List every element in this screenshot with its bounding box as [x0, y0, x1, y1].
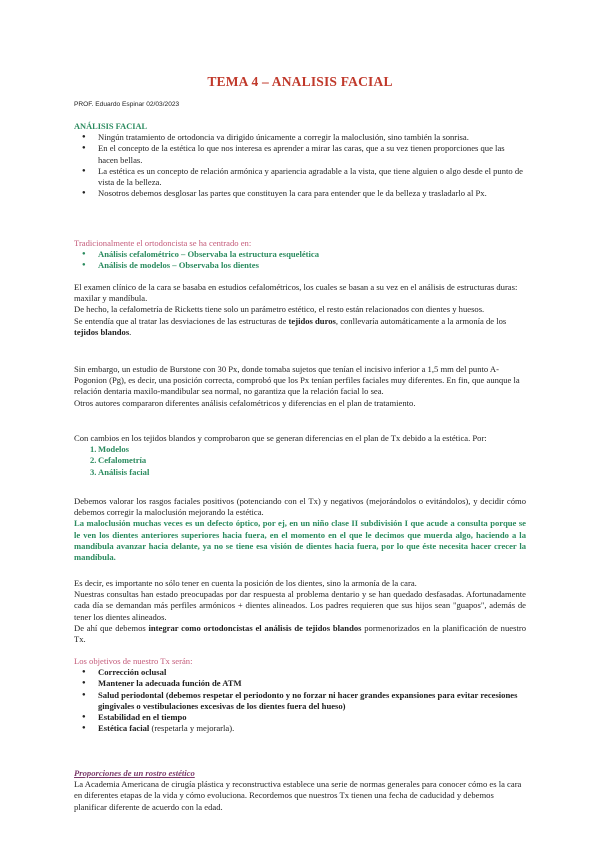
list-item	[74, 467, 526, 478]
paragraph-line: Nuestras consultas han estado preocupadas por dar respuesta al problema dentario y se han quedado desfasadas. Afortunadamente cada día se demandan más perfiles armónicos + dientes alineados. Los padres requieren que sus hijos sean "guapos", además de tener los dientes alineados.	[74, 589, 526, 622]
section-tradicional	[74, 238, 526, 272]
bold-run: tejidos duros	[288, 315, 336, 326]
document-title: TEMA 4 – ANALISIS FACIAL	[207, 74, 393, 89]
list-item	[74, 455, 526, 466]
bold-run: Corrección oclusal	[98, 667, 167, 678]
list-item: ● Análisis cefalométrico – Observaba la estructura esquelética	[74, 249, 526, 260]
bullet-list	[74, 132, 526, 199]
bullet-list	[74, 667, 526, 734]
list-item	[74, 712, 526, 723]
paragraph-rasgos	[74, 496, 526, 563]
bold-run: Estética facial	[98, 723, 150, 734]
bold-run: Salud periodontal (debemos respetar el periodonto y no forzar ni hacer grandes expansiones para evitar recesiones gingivales o vestibulaciones excesivas de los dientes fuera del hueso)	[98, 689, 518, 711]
list-text: Cefalometría	[98, 455, 147, 466]
section-proporciones	[74, 768, 526, 813]
list-number: 1.	[90, 444, 97, 455]
paragraph-line: Otros autores compararon diferentes análisis cefalométricos y diferencias en el plan de tratamiento.	[74, 397, 416, 408]
paragraph-burstone	[74, 364, 526, 409]
list-item: ● Ningún tratamiento de ortodoncia va dirigido únicamente a corregir la maloclusión, sino también la sonrisa.	[74, 132, 526, 143]
list-number: 3.	[90, 466, 97, 477]
text-run: .	[129, 326, 132, 337]
list-number: 2.	[90, 455, 97, 466]
text-run: De ahí que debemos	[74, 622, 149, 633]
section-analisis-facial	[74, 121, 526, 199]
bold-run: Estabilidad en el tiempo	[98, 712, 187, 723]
numbered-list	[74, 444, 526, 478]
text-run: (respetarla y mejorarla).	[149, 723, 235, 734]
professor-line: PROF. Eduardo Espinar 02/03/2023	[74, 101, 180, 108]
paragraph-line: La Academia Americana de cirugía plástica y reconstructiva establece una serie de normas generales para conocer cómo es la cara en diferentes etapas de la vida y cómo evoluciona. Recordemos que nuestros Tx tienen una fecha de caducidad y debemos planificar diferente de acuerdo con la edad.	[74, 779, 522, 812]
text-run: , conllevaría automáticamente a la armonía de los	[335, 315, 507, 326]
paragraph-line: Sin embargo, un estudio de Burstone con 30 Px, donde tomaba sujetos que tenían el incisivo inferior a 1,5 mm del punto A-Pogonion (Pg), es decir, una posición correcta, comprobó que los Px tenían perfiles faciales muy diferentes. En fin, que aunque la relación dentaria maxilo-mandibular sea normal, no garantiza que la relación facial lo sea.	[74, 364, 520, 397]
section-heading: Proporciones de un rostro estético	[74, 768, 195, 778]
paragraph-line: Con cambios en los tejidos blandos y comprobaron que se generan diferencias en el plan de Tx debido a la estética. Por:	[74, 433, 487, 443]
section-objetivos	[74, 656, 526, 734]
list-item	[74, 444, 526, 455]
list-item	[74, 667, 526, 678]
section-heading: ANÁLISIS FACIAL	[74, 122, 148, 131]
paragraph-line	[74, 623, 526, 645]
text-run: Se entendía que al tratar las desviaciones de las estructuras de	[74, 315, 289, 326]
paragraph-line: El examen clínico de la cara se basaba en estudios cefalométricos, los cuales se basan a su vez en el análisis de estructuras duras: maxilar y mandíbula.	[74, 282, 518, 304]
list-item	[74, 690, 526, 712]
paragraph-line: De hecho, la cefalometría de Ricketts tiene solo un parámetro estético, el resto están relacionados con dientes y huesos.	[74, 304, 485, 315]
list-item	[74, 678, 526, 689]
paragraph-cambios	[74, 433, 526, 478]
bold-run: Mantener la adecuada función de ATM	[98, 678, 242, 689]
bullet-list	[74, 249, 526, 271]
list-text: Análisis facial	[98, 466, 150, 477]
section-heading: Tradicionalmente el ortodoncista se ha centrado en:	[74, 238, 252, 248]
paragraph-armonia	[74, 578, 526, 645]
paragraph-line: Debemos valorar los rasgos faciales positivos (potenciando con el Tx) y negativos (mejorándolos o evitándolos), y decidir cómo debemos corregir la maloclusión mejorando la estética.	[74, 496, 526, 518]
list-item: ● Análisis de modelos – Observaba los dientes	[74, 260, 526, 271]
list-item: ● Nosotros debemos desglosar las partes que constituyen la cara para entender que le da belleza y trasladarlo al Px.	[74, 188, 526, 199]
list-item: ● En el concepto de la estética lo que nos interesa es aprender a mirar las caras, que a su vez tienen proporciones que las hacen bellas.	[74, 143, 526, 165]
paragraph-line	[74, 316, 526, 338]
paragraph-examen-clinico	[74, 282, 526, 338]
bold-run: tejidos blandos	[74, 326, 130, 337]
highlight-paragraph: La maloclusión muchas veces es un defecto óptico, por ej, en un niño clase II subdivisión I que acude a consulta porque se le ven los dientes anteriores superiores hacia fuera, en el momento en el que le decimos que muerda algo, haciendo a la mandíbula avanzar hacia delante, ya no se tiene esa visión de dientes hacia fuera, por lo que éste necesita hacer crecer la mandíbula.	[74, 518, 526, 563]
list-item: ● La estética es un concepto de relación armónica y apariencia agradable a la vista, que tiene alguien o algo desde el punto de vista de la belleza.	[74, 166, 526, 188]
text-run: pormenorizados en la planificación de nuestro Tx.	[74, 622, 526, 645]
list-item	[74, 723, 526, 734]
list-text: Modelos	[98, 444, 130, 455]
bold-run: integrar como ortodoncistas el análisis de tejidos blandos	[148, 622, 362, 633]
paragraph-line: Es decir, es importante no sólo tener en cuenta la posición de los dientes, sino la armonía de la cara.	[74, 578, 417, 588]
section-heading: Los objetivos de nuestro Tx serán:	[74, 656, 193, 666]
